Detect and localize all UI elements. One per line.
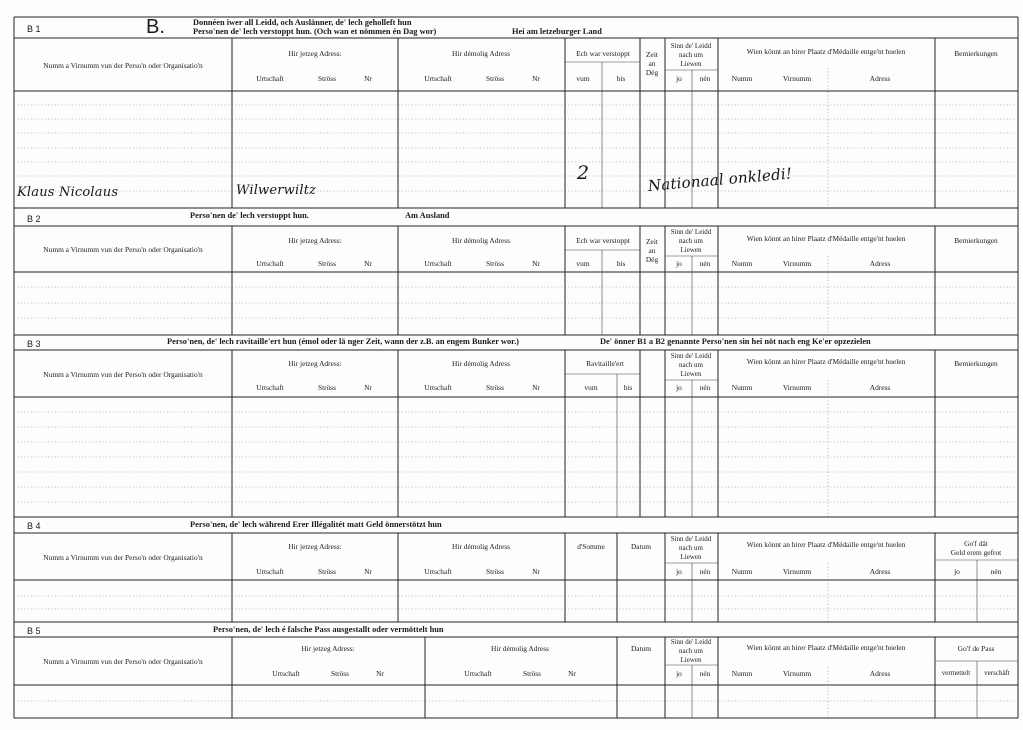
b2-col-current-street: Ströss bbox=[317, 259, 337, 268]
b3-col-medal-name: Numm bbox=[731, 383, 753, 392]
b4-col-medal: Wien könnt an hirer Plaatz d'Médaille entge'nt huelen bbox=[746, 540, 906, 549]
b2-col-current-town: Urtschaft bbox=[256, 259, 284, 268]
b3-col-supplied: Ravitaille'ert bbox=[586, 359, 624, 368]
b4-col-alive-no: nén bbox=[699, 567, 711, 576]
b4-col-medal-address: Adress bbox=[869, 567, 891, 576]
b3-col-alive-no: nén bbox=[699, 383, 711, 392]
b4-col-money-back-line2: Geld erem gefrot bbox=[950, 548, 1002, 557]
b1-entry-hidden-from: 2 bbox=[577, 162, 590, 184]
b2-col-person: Numm a Virnumm vun der Perso'n oder Organisatio'n bbox=[43, 245, 203, 254]
section-code-b2: B 2 bbox=[27, 214, 41, 224]
b4-col-money-back-no: nén bbox=[990, 567, 1002, 576]
b3-col-to: bis bbox=[623, 383, 633, 392]
b3-col-current-address: Hir jetzeg Adress: bbox=[288, 359, 342, 368]
b5-col-passport-procured: verschäft bbox=[984, 669, 1010, 677]
b5-col-former-town: Urtschaft bbox=[464, 669, 492, 678]
b1-col-former-number: Nr bbox=[532, 74, 540, 83]
b4-col-current-address: Hir jetzeg Adress: bbox=[288, 542, 342, 551]
section-title-b4: Perso'nen, de' lech während Erer Illégalitét matt Geld önnerstötzt hun bbox=[190, 520, 442, 529]
b4-col-current-street: Ströss bbox=[317, 567, 337, 576]
b1-col-current-address: Hir jetzeg Adress: bbox=[288, 49, 342, 58]
b3-col-medal-first-name: Virnumm bbox=[782, 383, 812, 392]
b1-col-to: bis bbox=[616, 74, 626, 83]
b3-col-current-town: Urtschaft bbox=[256, 383, 284, 392]
b2-col-medal-address: Adress bbox=[869, 259, 891, 268]
section-note-b3: De' önner B1 a B2 genannte Perso'nen sin hei nöt nach eng Ke'er opzezielen bbox=[600, 337, 871, 346]
b3-col-alive: Sinn de' Leidd nach um Liewen bbox=[670, 352, 712, 378]
b3-col-person: Numm a Virnumm vun der Perso'n oder Organisatio'n bbox=[43, 370, 203, 379]
section-title-b5: Perso'nen, de' lech é falsche Pass ausgestallt oder vermöttelt hun bbox=[213, 625, 444, 634]
b4-col-sum: d'Somme bbox=[577, 542, 605, 551]
b5-col-passport: Go'f de Pass bbox=[957, 644, 995, 653]
b3-col-medal-address: Adress bbox=[869, 383, 891, 392]
b3-col-medal: Wien könnt an hirer Plaatz d'Médaille entge'nt huelen bbox=[746, 357, 906, 366]
b2-col-former-number: Nr bbox=[532, 259, 540, 268]
b4-col-date: Datum bbox=[630, 542, 652, 551]
b5-col-alive: Sinn de' Leidd nach um Liewen bbox=[670, 638, 712, 664]
b4-col-former-town: Urtschaft bbox=[424, 567, 452, 576]
b1-col-current-number: Nr bbox=[364, 74, 372, 83]
section-title-b3: Perso'nen, de' lech ravitaille'ert hun (émol oder lä nger Zeit, wann der z.B. an engem Bunker wor.) bbox=[167, 337, 519, 346]
b4-col-money-back-yes: jo bbox=[954, 567, 960, 576]
b5-col-current-number: Nr bbox=[376, 669, 384, 678]
b2-col-medal-first-name: Virnumm bbox=[782, 259, 812, 268]
b1-col-days: Zeit an Dég bbox=[645, 50, 659, 77]
section-region-b2: Am Ausland bbox=[405, 211, 450, 220]
b1-col-medal-first-name: Virnumm bbox=[782, 74, 812, 83]
b5-col-date: Datum bbox=[630, 644, 652, 653]
b4-col-medal-first-name: Virnumm bbox=[782, 567, 812, 576]
b4-col-former-street: Ströss bbox=[485, 567, 505, 576]
b3-col-former-address: Hir démolig Adress bbox=[452, 359, 510, 368]
b1-col-hidden: Ech war verstoppt bbox=[576, 49, 630, 58]
b4-col-former-number: Nr bbox=[532, 567, 540, 576]
b5-col-current-address: Hir jetzeg Adress: bbox=[301, 644, 355, 653]
b2-col-former-street: Ströss bbox=[485, 259, 505, 268]
b1-col-alive: Sinn de' Leidd nach um Liewen bbox=[670, 42, 712, 68]
b2-col-current-address: Hir jetzeg Adress: bbox=[288, 236, 342, 245]
b2-col-alive-no: nén bbox=[699, 259, 711, 268]
b2-col-remarks: Bemierkungen bbox=[954, 236, 998, 245]
b5-col-former-street: Ströss bbox=[522, 669, 542, 678]
b5-col-former-number: Nr bbox=[568, 669, 576, 678]
intro-region: Hei am letzeburger Land bbox=[512, 27, 602, 36]
b2-col-former-address: Hir démolig Adress bbox=[452, 236, 510, 245]
b1-entry-person: Klaus Nicolaus bbox=[17, 185, 119, 200]
b2-col-medal: Wien könnt an hirer Plaatz d'Médaille entge'nt huelen bbox=[746, 234, 906, 243]
b1-col-former-town: Urtschaft bbox=[424, 74, 452, 83]
b2-col-hidden: Ech war verstoppt bbox=[576, 236, 630, 245]
section-code-b4: B 4 bbox=[27, 521, 41, 531]
b2-col-current-number: Nr bbox=[364, 259, 372, 268]
b5-col-medal-name: Numm bbox=[731, 669, 753, 678]
b5-col-former-address: Hir démolig Adress bbox=[491, 644, 549, 653]
b1-col-medal: Wien könnt an hirer Plaatz d'Médaille entge'nt huelen bbox=[746, 47, 906, 56]
b2-col-alive: Sinn de' Leidd nach um Liewen bbox=[670, 228, 712, 254]
b1-col-remarks: Bemierkungen bbox=[954, 49, 998, 58]
b2-col-medal-name: Numm bbox=[731, 259, 753, 268]
b5-col-medal-address: Adress bbox=[869, 669, 891, 678]
b3-col-current-number: Nr bbox=[364, 383, 372, 392]
b4-col-money-back-line1: Go'f dât bbox=[964, 539, 988, 548]
section-code-b3: B 3 bbox=[27, 339, 41, 349]
b5-col-alive-no: nén bbox=[699, 669, 711, 678]
b1-entry-current-town: Wilwerwiltz bbox=[236, 183, 317, 198]
b1-entry-remarks: Nationaal onkledi! bbox=[647, 164, 793, 195]
b3-col-former-street: Ströss bbox=[485, 383, 505, 392]
b1-col-alive-yes: jo bbox=[676, 74, 682, 83]
b1-col-former-street: Ströss bbox=[485, 74, 505, 83]
b2-col-to: bis bbox=[616, 259, 626, 268]
section-code-b1: B 1 bbox=[27, 24, 41, 34]
b3-col-from: vum bbox=[584, 383, 598, 392]
b3-col-alive-yes: jo bbox=[676, 383, 682, 392]
b2-col-days: Zeit an Dég bbox=[645, 237, 659, 264]
b1-col-medal-name: Numm bbox=[731, 74, 753, 83]
b4-col-person: Numm a Virnumm vun der Perso'n oder Organisatio'n bbox=[43, 553, 203, 562]
b2-col-former-town: Urtschaft bbox=[424, 259, 452, 268]
b4-col-medal-name: Numm bbox=[731, 567, 753, 576]
b1-col-person: Numm a Virnumm vun der Perso'n oder Organisatio'n bbox=[43, 61, 203, 70]
b3-col-remarks: Bemierkungen bbox=[954, 359, 998, 368]
b1-col-medal-address: Adress bbox=[869, 74, 891, 83]
b5-col-alive-yes: jo bbox=[676, 669, 682, 678]
b5-col-current-street: Ströss bbox=[330, 669, 350, 678]
b4-col-current-town: Urtschaft bbox=[256, 567, 284, 576]
b5-col-passport-arranged: vermettelt bbox=[941, 669, 971, 677]
b4-col-current-number: Nr bbox=[364, 567, 372, 576]
b5-col-medal-first-name: Virnumm bbox=[782, 669, 812, 678]
b4-col-former-address: Hir démolig Adress bbox=[452, 542, 510, 551]
b5-col-person: Numm a Virnumm vun der Perso'n oder Organisatio'n bbox=[43, 657, 203, 666]
b1-col-current-street: Ströss bbox=[317, 74, 337, 83]
b5-col-current-town: Urtschaft bbox=[272, 669, 300, 678]
intro-line-1: Donnéen iwer all Leidd, och Auslänner, de' lech geholleft hun bbox=[193, 18, 412, 27]
b3-col-former-town: Urtschaft bbox=[424, 383, 452, 392]
b1-col-current-town: Urtschaft bbox=[256, 74, 284, 83]
b3-col-former-number: Nr bbox=[532, 383, 540, 392]
b2-col-alive-yes: jo bbox=[676, 259, 682, 268]
b5-col-medal: Wien könnt an hirer Plaatz d'Médaille entge'nt huelen bbox=[746, 643, 906, 652]
b4-col-alive-yes: jo bbox=[676, 567, 682, 576]
b2-col-from: vum bbox=[576, 259, 590, 268]
b3-col-current-street: Ströss bbox=[317, 383, 337, 392]
b1-col-from: vum bbox=[576, 74, 590, 83]
section-code-b5: B 5 bbox=[27, 626, 41, 636]
intro-line-2: Perso'nen de' lech verstoppt hun. (Och wan et nömmen én Dag wor) bbox=[193, 27, 437, 36]
section-letter: B. bbox=[146, 16, 165, 38]
b4-col-alive: Sinn de' Leidd nach um Liewen bbox=[670, 535, 712, 561]
section-title-b2: Perso'nen de' lech verstoppt hun. bbox=[190, 211, 309, 220]
b1-col-alive-no: nén bbox=[699, 74, 711, 83]
b1-col-former-address: Hir démolig Adress bbox=[452, 49, 510, 58]
